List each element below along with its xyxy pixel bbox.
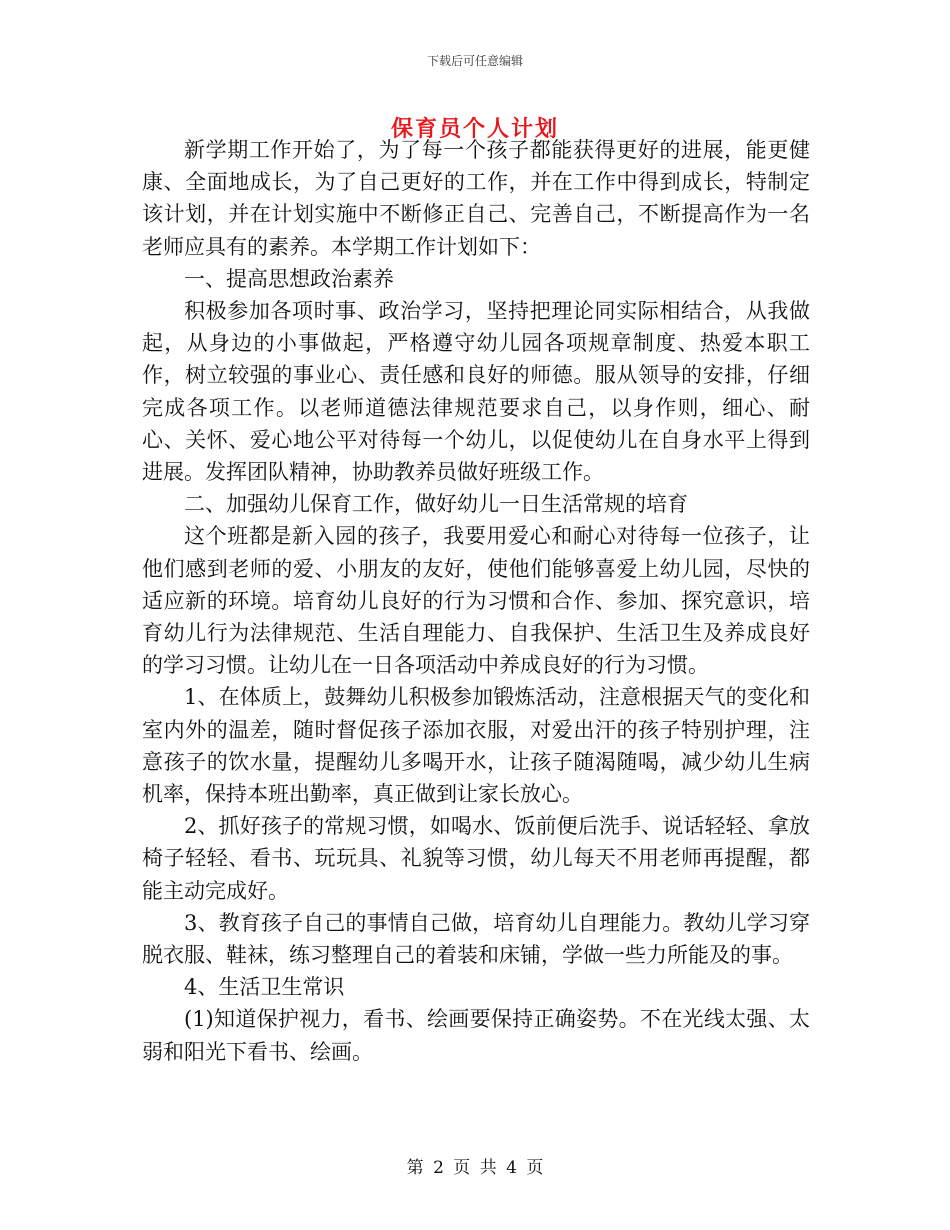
document-title: 保育员个人计划 [390, 117, 559, 142]
paragraph-section-2: 这个班都是新入园的孩子，我要用爱心和耐心对待每一位孩子，让他们感到老师的爱、小朋友的友好，使他们能够喜爱上幼儿园，尽快的适应新的环境。培育幼儿良好的行为习惯和合作、参加、探究意识，培育幼儿行为法律规范、生活自理能力、自我保护、生活卫生及养成良好的学习习惯。让幼儿在一日各项活动中养成良好的行为习惯。 [142, 524, 810, 678]
section-heading-1: 一、提高思想政治素养 [184, 266, 394, 291]
paragraph-item-4-heading: 4、生活卫生常识 [184, 975, 345, 1000]
paragraph-section-1: 积极参加各项时事、政治学习，坚持把理论同实际相结合，从我做起，从身边的小事做起，严格遵守幼儿园各项规章制度、热爱本职工作，树立较强的事业心、责任感和良好的师德。服从领导的安排，仔细完成各项工作。以老师道德法律规范要求自己，以身作则，细心、耐心、关怀、爱心地公平对待每一个幼儿，以促使幼儿在自身水平上得到进展。发挥团队精神，协助教养员做好班级工作。 [142, 299, 810, 485]
page-number-footer: 第 2 页 共 4 页 [406, 1158, 544, 1178]
section-heading-2: 二、加强幼儿保育工作，做好幼儿一日生活常规的培育 [184, 492, 688, 517]
paragraph-item-2: 2、抓好孩子的常规习惯，如喝水、饭前便后洗手、说话轻轻、拿放椅子轻轻、看书、玩玩具、礼貌等习惯，幼儿每天不用老师再提醒，都能主动完成好。 [142, 814, 810, 903]
document-body [142, 134, 810, 1068]
header-note: 下载后可任意编辑 [426, 54, 523, 68]
paragraph-item-1: 1、在体质上，鼓舞幼儿积极参加锻炼活动，注意根据天气的变化和室内外的温差，随时督促孩子添加衣服，对爱出汗的孩子特别护理，注意孩子的饮水量，提醒幼儿多喝开水，让孩子随渴随喝，减少幼儿生病机率，保持本班出勤率，真正做到让家长放心。 [142, 685, 810, 807]
paragraph-subitem-1: (1)知道保护视力，看书、绘画要保持正确姿势。不在光线太强、太弱和阳光下看书、绘画。 [142, 1007, 810, 1064]
paragraph-item-3: 3、教育孩子自己的事情自己做，培育幼儿自理能力。教幼儿学习穿脱衣服、鞋袜，练习整理自己的着装和床铺，学做一些力所能及的事。 [142, 910, 810, 968]
paragraph-intro: 新学期工作开始了，为了每一个孩子都能获得更好的进展，能更健康、全面地成长，为了自己更好的工作，并在工作中得到成长，特制定该计划，并在计划实施中不断修正自己、完善自己，不断提高作为一名老师应具有的素养。本学期工作计划如下： [142, 138, 810, 259]
